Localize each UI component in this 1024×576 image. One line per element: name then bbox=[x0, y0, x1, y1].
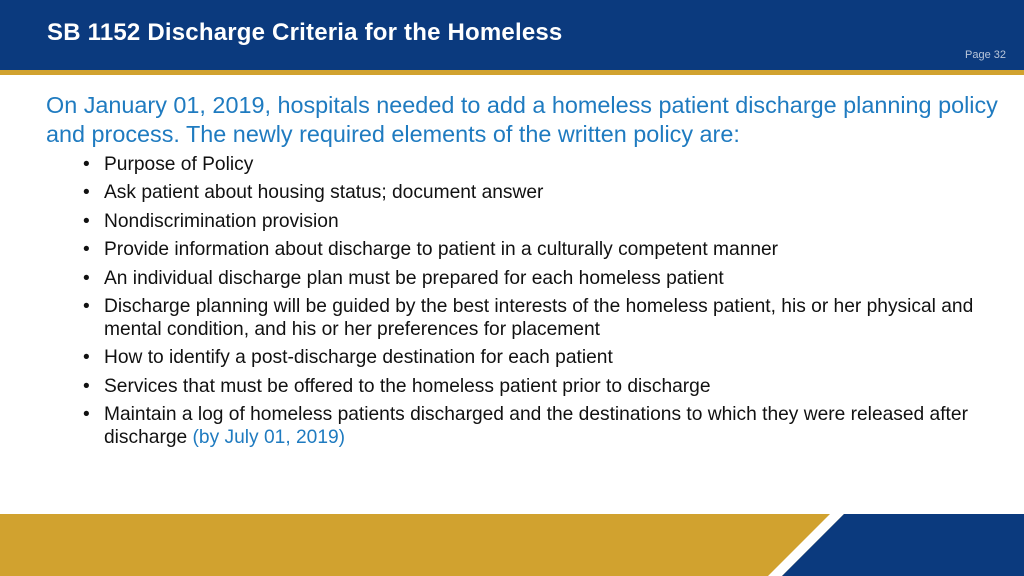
footer-band bbox=[0, 514, 1024, 576]
list-item-text: How to identify a post-discharge destination for each patient bbox=[104, 347, 613, 369]
bullet-icon: • bbox=[83, 404, 90, 426]
slide-content bbox=[46, 91, 1006, 455]
bullet-icon: • bbox=[83, 210, 90, 232]
deadline-highlight: (by July 01, 2019) bbox=[192, 427, 346, 449]
page-number: Page 32 bbox=[965, 49, 1006, 61]
list-item bbox=[83, 267, 1006, 290]
policy-elements-list bbox=[46, 153, 1006, 449]
list-item bbox=[83, 181, 1006, 204]
bullet-icon: • bbox=[83, 295, 90, 317]
bullet-icon: • bbox=[83, 267, 90, 289]
bullet-icon: • bbox=[83, 239, 90, 261]
intro-text: On January 01, 2019, hospitals needed to add a homeless patient discharge planning policy and process. The newly required elements of the written policy are: bbox=[46, 92, 998, 147]
list-item bbox=[83, 238, 1006, 261]
header-bar bbox=[0, 0, 1024, 70]
list-item-text: Discharge planning will be guided by the best interests of the homeless patient, his or her physical and mental condition, and his or her preferences for placement bbox=[104, 295, 974, 340]
list-item-text: An individual discharge plan must be prepared for each homeless patient bbox=[104, 267, 724, 289]
list-item-text: Provide information about discharge to patient in a culturally competent manner bbox=[104, 239, 779, 261]
list-item-text: Services that must be offered to the homeless patient prior to discharge bbox=[104, 375, 711, 397]
list-item bbox=[83, 403, 1006, 449]
list-item-text: Ask patient about housing status; document answer bbox=[104, 182, 544, 204]
list-item-text: Nondiscrimination provision bbox=[104, 210, 339, 232]
bullet-icon: • bbox=[83, 375, 90, 397]
list-item bbox=[83, 375, 1006, 398]
list-item-text: Maintain a log of homeless patients discharged and the destinations to which they were released after discharge bbox=[104, 404, 968, 449]
list-item bbox=[83, 153, 1006, 176]
bullet-icon: • bbox=[83, 154, 90, 175]
list-item bbox=[83, 210, 1006, 233]
slide-title: SB 1152 Discharge Criteria for the Homeless bbox=[47, 19, 563, 46]
header-gold-stripe bbox=[0, 70, 1024, 75]
list-item bbox=[83, 295, 1006, 341]
list-item-text: Purpose of Policy bbox=[104, 154, 254, 175]
list-item bbox=[83, 346, 1006, 369]
bullet-icon: • bbox=[83, 347, 90, 369]
bullet-icon: • bbox=[83, 182, 90, 204]
